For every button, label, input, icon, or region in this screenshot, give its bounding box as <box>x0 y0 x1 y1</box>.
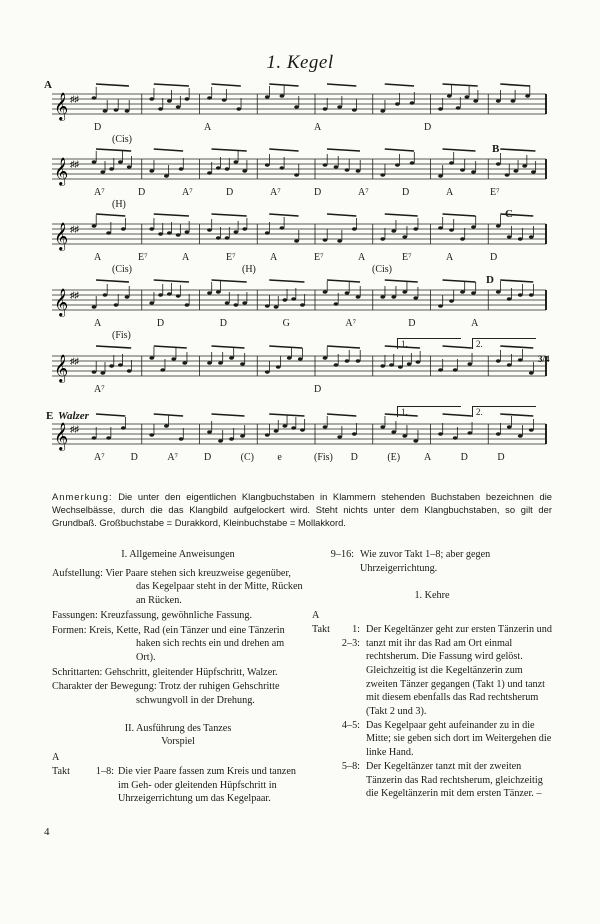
chord-label: A <box>446 187 454 198</box>
chord-label: E⁷ <box>314 252 324 263</box>
range-9-16: 9–16: <box>330 549 354 560</box>
bass-alternative-label: (H) <box>242 264 256 275</box>
chord-label: D <box>408 318 416 329</box>
definition-item <box>52 624 304 665</box>
chord-label: D <box>219 318 227 329</box>
treble-clef-icon: 𝄞 <box>54 288 69 316</box>
chord-label: D <box>94 122 102 133</box>
staff-lines <box>52 222 546 262</box>
chord-label: A <box>270 252 278 263</box>
heading-kehre: 1. Kehre <box>414 590 450 602</box>
bass-alternative-label: (Fis) <box>112 330 131 341</box>
chord-label: D <box>402 187 410 198</box>
heading-allgemeine: I. Allgemeine Anweisungen <box>121 549 235 560</box>
section-marker: C <box>505 208 513 220</box>
left-column <box>52 548 304 806</box>
section-letter: A <box>52 752 60 764</box>
bass-alternative-label: (Cis) <box>372 264 392 275</box>
definition-term: Fassungen: <box>52 609 98 621</box>
treble-clef-icon: 𝄞 <box>54 92 69 120</box>
definition-term: Formen: <box>52 624 87 636</box>
chord-label: (Fis) <box>314 452 333 463</box>
chord-label: D <box>424 122 432 133</box>
definition-text: Kreis, Kette, Rad (ein Tänzer und eine Tänzerin haken sich rechts ein und drehen am Ort). <box>89 624 285 663</box>
volta-bracket: 2. <box>472 406 536 417</box>
takt-range: 1–8: <box>95 765 114 777</box>
chord-label: G <box>282 318 290 329</box>
takt-number: 1: <box>352 623 360 635</box>
definition-text: Trotz der ruhigen Gehschritte schwungvoll in der Drehung. <box>136 681 280 707</box>
anmerkung <box>52 490 552 530</box>
section-marker: B <box>492 143 500 155</box>
key-signature-icon: ♯♯ <box>70 356 79 366</box>
chord-label: A <box>94 318 102 329</box>
heading-vorspiel: Vorspiel <box>161 736 195 748</box>
key-signature-icon: ♯♯ <box>70 224 79 234</box>
key-signature-icon: ♯♯ <box>70 290 79 300</box>
takt-row <box>312 719 552 760</box>
chord-label: (E) <box>387 452 401 463</box>
bass-alternative-label: (H) <box>112 199 126 210</box>
chord-label: A⁷ <box>182 187 193 198</box>
treble-clef-icon: 𝄞 <box>54 222 69 250</box>
chord-label: D <box>490 252 498 263</box>
chord-label: D <box>226 187 234 198</box>
time-signature: 3/4 <box>538 354 550 364</box>
chord-label: A <box>358 252 366 263</box>
definition-term: Charakter der Bewegung: <box>52 681 157 693</box>
staff-system <box>44 79 546 145</box>
chord-label: (C) <box>240 452 254 463</box>
takt-text: Die vier Paare fassen zum Kreis und tanzen im Geh- oder gleitenden Hüpfschritt in Uhrzeigerrichtung um das Kegelpaar. <box>118 765 296 805</box>
takt-number: 5–8: <box>341 760 360 772</box>
section-letter-right: A <box>312 610 320 622</box>
staff-system <box>52 143 546 210</box>
takt-number: 2–3: <box>341 637 360 649</box>
chord-label: A <box>94 252 102 263</box>
volta-bracket: 1. <box>397 406 461 417</box>
chord-label: A⁷ <box>94 187 105 198</box>
chord-label: D <box>156 318 165 329</box>
chord-label: D <box>314 384 322 395</box>
anmerkung-label: Anmerkung: <box>52 491 113 502</box>
key-signature-icon: ♯♯ <box>70 159 79 169</box>
staff-system <box>46 407 546 463</box>
chord-label: A <box>446 252 454 263</box>
heading-ausfuehrung: II. Ausführung des Tanzes <box>124 722 232 734</box>
key-signature-icon: ♯♯ <box>70 424 79 434</box>
chord-label: E⁷ <box>138 252 148 263</box>
takt-text: Der Kegeltänzer tanzt mit der zweiten Tänzerin das Rad rechtsherum, gleichzeitig die Kegeltänzerin mit dem ersten Tänzer. – <box>366 760 543 800</box>
chord-label: D <box>460 452 468 463</box>
staff-system <box>52 208 546 275</box>
chord-label: A⁷ <box>167 452 179 463</box>
definition-item <box>52 609 304 623</box>
range-9-16-text: Wie zuvor Takt 1–8; aber gegen Uhrzeigerrichtung. <box>360 549 491 574</box>
takt-text: tanzt mit ihr das Rad am Ort einmal rechtsherum. Die Fassung wird gelöst. Gleichzeitig ist die Kegeltänzerin zum zweiten Tänzer gegangen (Takt 1) und tanzt mit diesem ebenfalls das Rad rechtsherum (Takt 2 und 3). <box>366 637 545 718</box>
section-marker: D <box>486 274 494 286</box>
volta-bracket: 2. <box>472 338 536 349</box>
staff-lines <box>52 354 546 394</box>
bass-alternative-label: (Cis) <box>112 264 132 275</box>
anmerkung-text: Die unter den eigentlichen Klangbuchstaben in Klammern stehenden Buchstaben bezeichnen die Wechselbässe, durch die das Klangbild aufgelockert wird. Steht nichts unter dem Klangbuchstaben, so gilt der Grundbaß. Großbuchstabe = Durakkord, Kleinbuchstabe = Mollakkord. <box>52 491 553 529</box>
chord-label: e <box>277 452 282 463</box>
chord-label: D <box>497 452 505 463</box>
chord-label: A⁷ <box>94 452 105 463</box>
page-number: 4 <box>44 826 50 838</box>
chord-label: A <box>182 252 190 263</box>
right-column <box>312 548 552 801</box>
takt-label: Takt <box>312 623 330 635</box>
chord-label: A <box>204 122 212 133</box>
chord-label: A⁷ <box>270 187 281 198</box>
chord-label: A <box>424 452 432 463</box>
key-signature-icon: ♯♯ <box>70 94 79 104</box>
definition-text: Vier Paare stehen sich kreuzweise gegenüber, das Kegelpaar steht in der Mitte, Rücken an Rücken. <box>105 567 303 607</box>
definition-term: Aufstellung: <box>52 567 103 579</box>
staff-lines <box>52 157 546 197</box>
chord-label: A <box>471 318 479 329</box>
takt-row <box>312 637 552 719</box>
staff-system <box>52 339 550 395</box>
takt-label: Takt <box>52 765 70 777</box>
chord-label: E⁷ <box>226 252 236 263</box>
takt-number: 4–5: <box>341 719 360 731</box>
walzer-label: Walzer <box>58 410 89 422</box>
staff-system <box>52 274 546 341</box>
chord-label: D <box>130 452 138 463</box>
chord-label: A⁷ <box>358 187 369 198</box>
treble-clef-icon: 𝄞 <box>54 157 69 185</box>
takt-row <box>312 623 552 637</box>
section-marker: E <box>46 410 54 422</box>
treble-clef-icon: 𝄞 <box>54 422 69 450</box>
chord-label: A⁷ <box>345 318 357 329</box>
definition-item <box>52 680 304 707</box>
definition-text: Gehschritt, gleitender Hüpfschritt, Walzer. <box>104 666 278 678</box>
staff-lines <box>52 422 546 462</box>
chord-label: D <box>138 187 146 198</box>
staff-lines <box>52 92 546 132</box>
takt-text: Das Kegelpaar geht aufeinander zu in die Mitte; sie geben sich dort im Weitergehen die linke Hand. <box>366 719 552 759</box>
chord-label: A⁷ <box>94 384 105 395</box>
chord-label: E⁷ <box>490 187 500 198</box>
chord-label: D <box>350 452 358 463</box>
chord-label: A <box>314 122 322 133</box>
treble-clef-icon: 𝄞 <box>54 354 69 382</box>
chord-label: D <box>204 452 212 463</box>
chord-label: E⁷ <box>402 252 412 263</box>
takt-row <box>312 760 552 801</box>
definition-term: Schrittarten: <box>52 666 103 678</box>
volta-bracket: 1. <box>397 338 461 349</box>
definition-text: Kreuzfassung, gewöhnliche Fassung. <box>100 609 253 621</box>
bass-alternative-label: (Cis) <box>112 134 132 145</box>
definition-item <box>52 567 304 608</box>
takt-text: Der Kegeltänzer geht zur ersten Tänzerin und <box>366 623 552 635</box>
section-marker: A <box>44 79 52 91</box>
page-title: 1. Kegel <box>266 52 334 73</box>
chord-label: D <box>314 187 322 198</box>
definition-item <box>52 666 304 680</box>
